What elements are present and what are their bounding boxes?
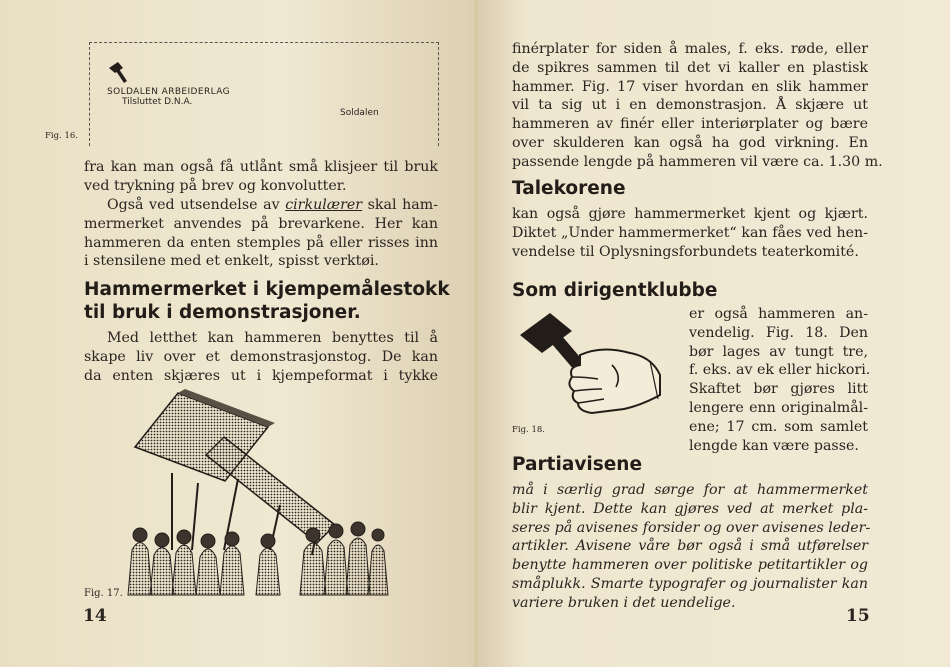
text-line: passende lengde på hammeren vil være ca. 1.30 m. (512, 153, 883, 170)
right-page (478, 0, 950, 667)
text-line: blir kjent. Dette kan gjøres ved at merket pla- (512, 500, 868, 517)
text-line: lengde kan være passe. (689, 437, 859, 454)
text-line: kan også gjøre hammermerket kjent og kjært. (512, 206, 868, 222)
text-line: Skaftet bør gjøres litt (689, 381, 868, 398)
text-line: vil ta sig ut i en demonstrasjon. Å skjære ut (512, 97, 868, 114)
section-heading-dirigentklubbe: Som dirigentklubbe (512, 280, 718, 301)
text-line: mermerket anvendes på brevarkene. Her kan (84, 215, 438, 232)
hammer-logo-icon (107, 61, 129, 83)
text-line: seres på avisenes forsider og over avisenes leder- (512, 519, 871, 536)
text-line: småplukk. Smarte typografer og journalister kan (512, 575, 868, 592)
text-line: skape liv over et demonstrasjonstog. De kan (84, 348, 438, 365)
text-line: de spikres sammen til det vi kaller en plastisk (512, 59, 868, 76)
section-heading-partiavisene: Partiavisene (512, 454, 643, 475)
stamp-place: Soldalen (340, 108, 379, 118)
text-line: benytte hammeren over politiske petitartikler og (512, 557, 868, 574)
partiavisene-paragraph (512, 481, 871, 613)
text-line: f. eks. av ek eller hickori. (689, 362, 871, 379)
text-line: hammeren da enten stemples på eller risses inn (84, 234, 438, 251)
text-line: ved trykning på brev og konvolutter. (84, 177, 347, 194)
text-line: lengere enn originalmål- (689, 399, 868, 416)
fig18-hand-hammer-illustration (512, 305, 672, 423)
text-line: må i særlig grad sørge for at hammermerket (512, 482, 868, 498)
fig17-demonstration-illustration (120, 385, 400, 600)
italic-word: cirkulærer (285, 197, 363, 213)
text-line: over skulderen kan også ha god virkning. En (512, 134, 868, 151)
text-line: Med letthet kan hammeren benyttes til å (107, 330, 438, 346)
text-line: fra kan man også få utlånt små klisjeer til bruk (84, 159, 438, 175)
section-heading-talekorene: Talekorene (512, 178, 626, 199)
text-line: Også ved utsendelse av cirkulærer skal ham- (107, 197, 438, 213)
right-paragraph-1 (512, 40, 883, 172)
text-line: vendelse til Oplysningsforbundets teaterkomité. (512, 243, 859, 260)
page-number-right: 15 (846, 606, 870, 626)
text-line: vendelig. Fig. 18. Den (689, 324, 868, 341)
text-line: er også hammeren an- (689, 306, 868, 322)
text-line: artikler. Avisene våre bør også i små utførelser (512, 538, 868, 555)
fig18-label: Fig. 18. (512, 425, 545, 435)
text-line: finérplater for siden å males, f. eks. røde, eller (512, 41, 868, 57)
text-line: Diktet „Under hammermerket“ kan fåes ved hen- (512, 224, 868, 241)
text-line: bør lages av tungt tre, (689, 343, 868, 360)
heading-line: Hammermerket i kjempemålestokk (84, 279, 450, 300)
section-heading-hammermerket (84, 278, 450, 324)
text-line: hammer. Fig. 17 viser hvordan en slik hammer (512, 78, 868, 95)
fig17-label: Fig. 17. (84, 588, 123, 599)
talekorene-paragraph (512, 205, 868, 261)
text-line: da enten skjæres ut i kjempeformat i tykke (84, 367, 438, 384)
text-line: i stensilene med et enkelt, spisst verktøi. (84, 253, 379, 270)
left-page (0, 0, 474, 667)
page-number-left: 14 (83, 606, 107, 626)
text-line: variere bruken i det uendelige. (512, 594, 736, 611)
text-line: hammeren av finér eller interiørplater og bære (512, 116, 868, 133)
left-paragraph-1 (84, 158, 438, 196)
text-line: ene; 17 cm. som samlet (689, 418, 868, 435)
fig16-label: Fig. 16. (45, 131, 78, 141)
stamp-affiliation: Tilsluttet D.N.A. (122, 97, 193, 107)
stamp-org-name: SOLDALEN ARBEIDERLAG (107, 87, 231, 97)
left-paragraph-2 (84, 196, 438, 271)
left-paragraph-3 (84, 329, 438, 385)
heading-line: til bruk i demonstrasjoner. (84, 302, 361, 323)
dirigent-paragraph (689, 305, 871, 455)
